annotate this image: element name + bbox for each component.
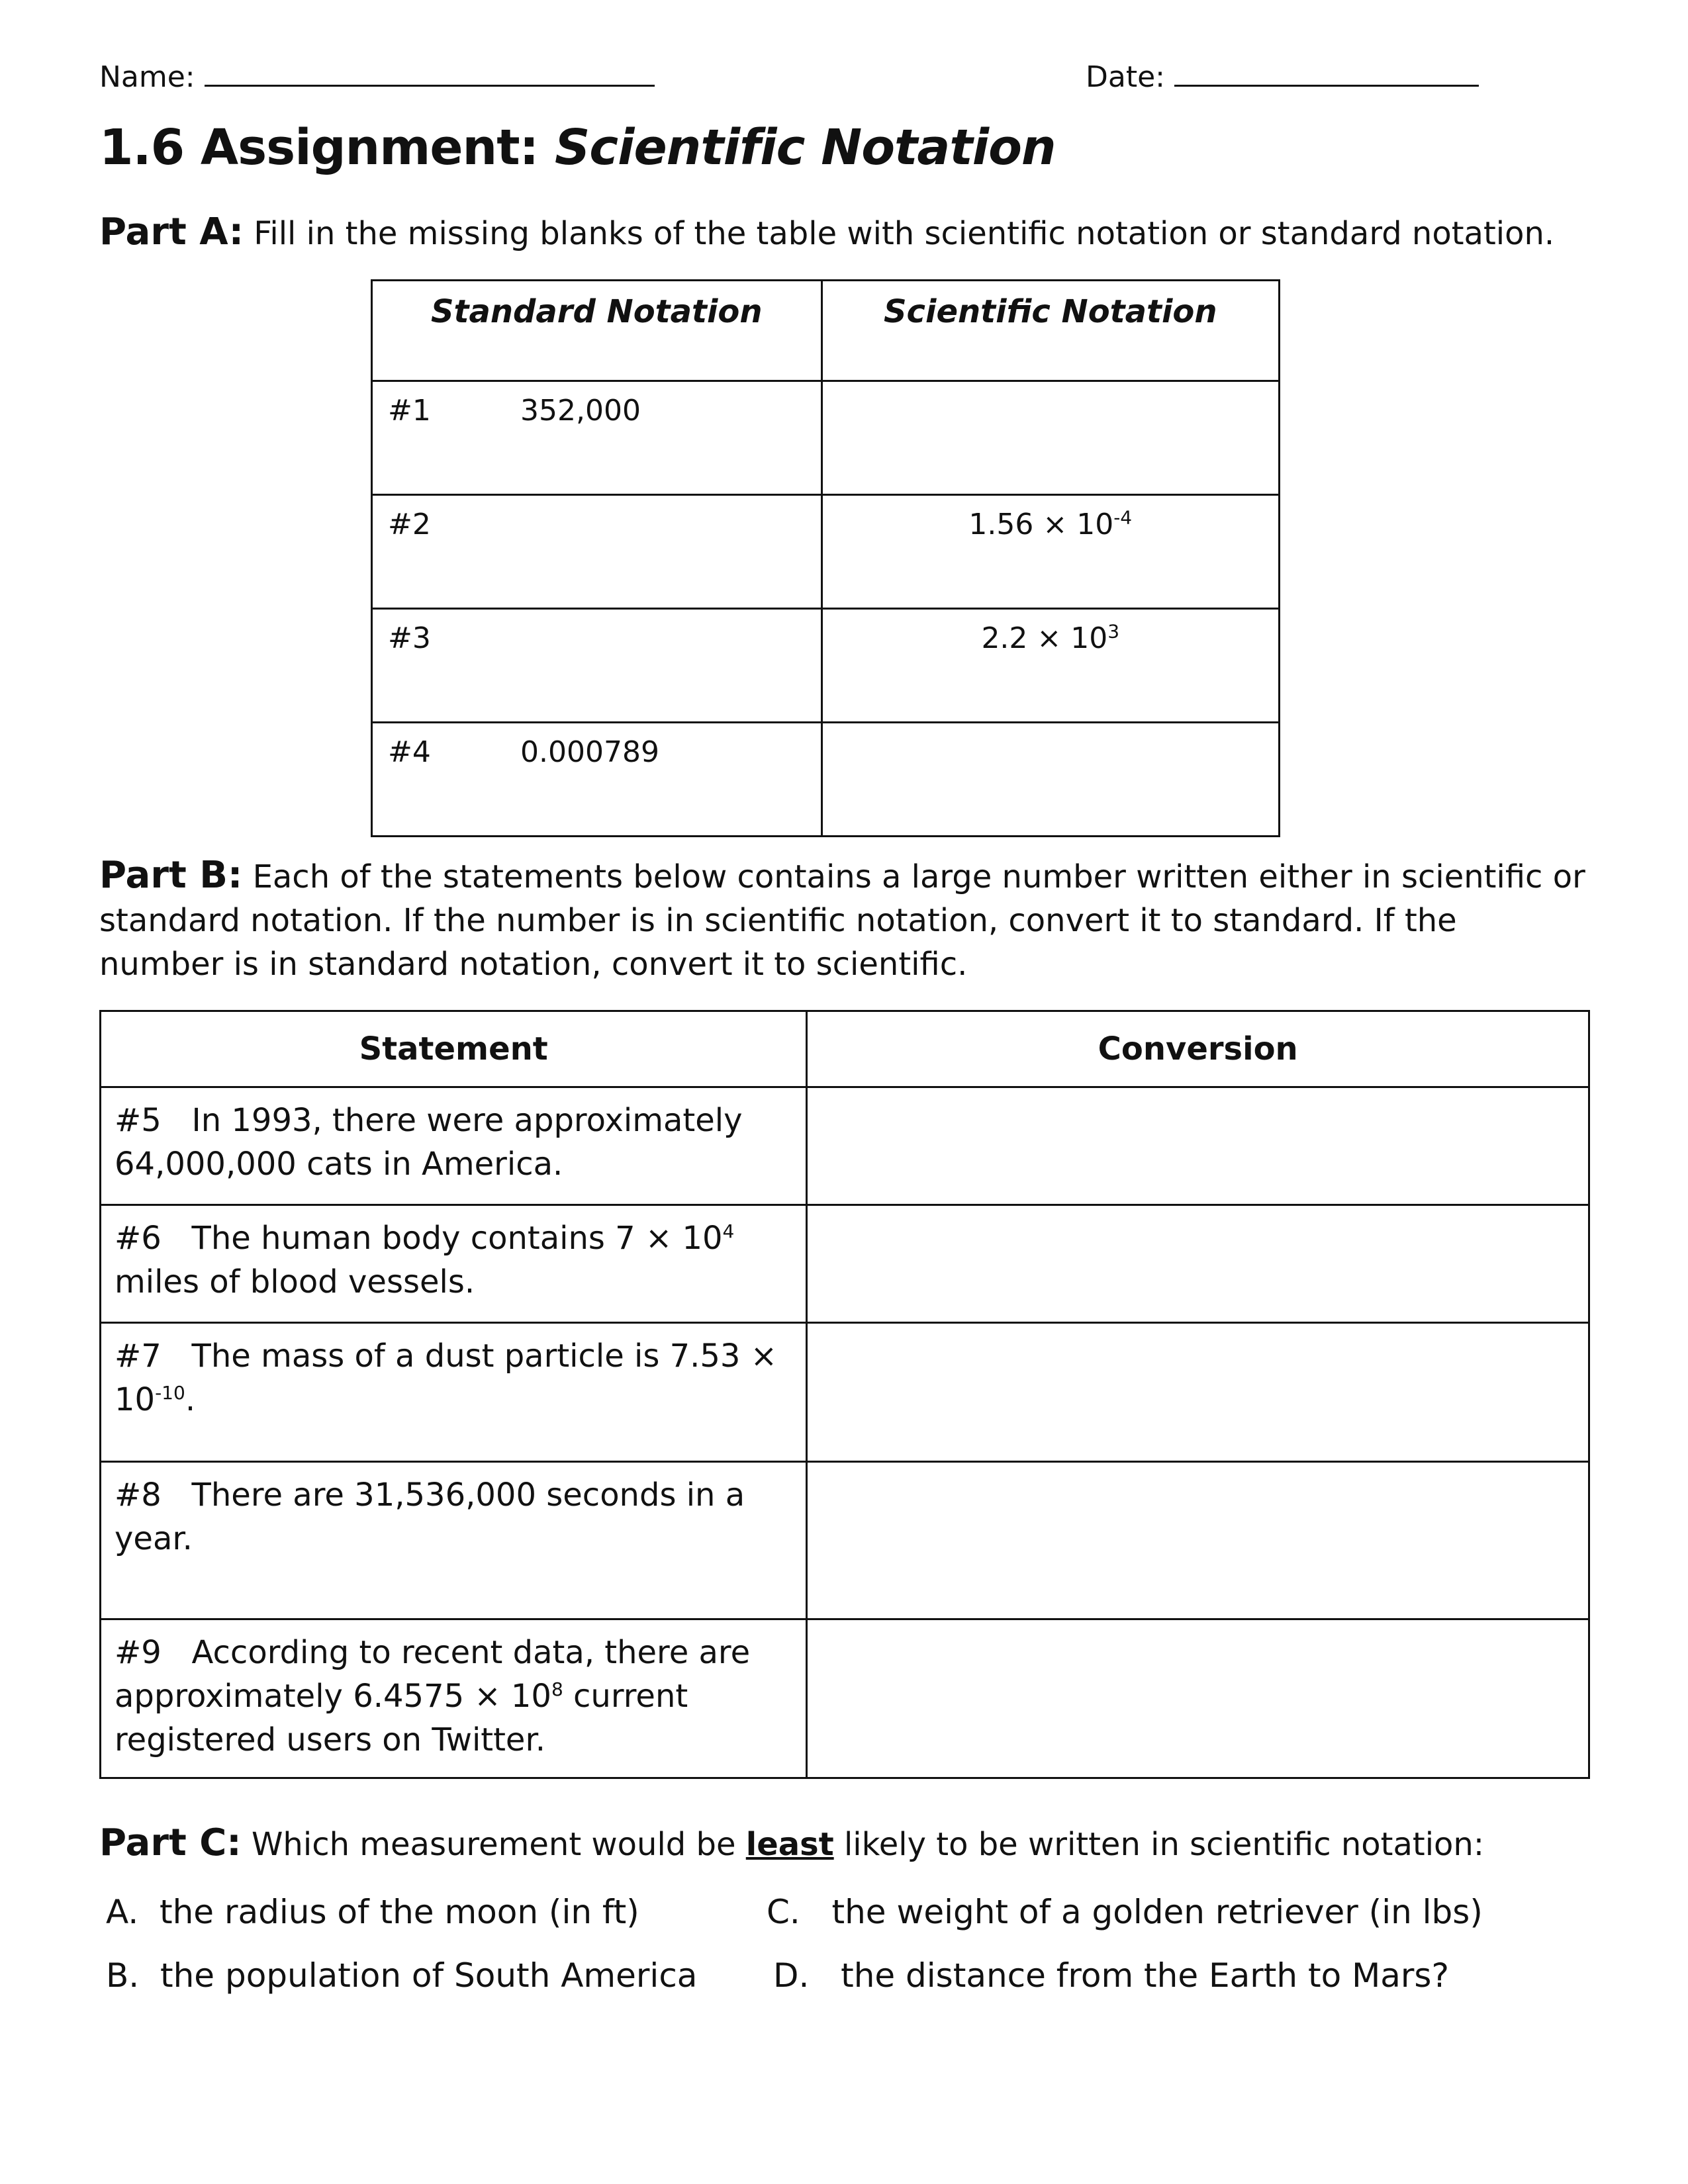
conversion-cell-8[interactable] xyxy=(807,1462,1589,1619)
header-statement: Statement xyxy=(101,1011,807,1087)
choice-a[interactable]: A. the radius of the moon (in ft) xyxy=(106,1893,639,1931)
header-scientific: Scientific Notation xyxy=(821,281,1279,381)
scientific-cell-3[interactable]: $2.2 \times 10^3$ xyxy=(821,609,1279,723)
table-row xyxy=(101,1087,1589,1205)
choice-b[interactable]: B. the population of South America xyxy=(106,1956,698,1995)
header-standard: Standard Notation xyxy=(372,281,822,381)
table-row xyxy=(101,1462,1589,1619)
name-blank[interactable] xyxy=(205,58,655,87)
date-blank[interactable] xyxy=(1174,58,1479,87)
choice-d[interactable]: D. the distance from the Earth to Mars? xyxy=(773,1956,1449,1995)
conversion-cell-5[interactable] xyxy=(807,1087,1589,1205)
part-c-label: Part C: xyxy=(99,1821,242,1864)
conversion-cell-6[interactable] xyxy=(807,1205,1589,1323)
statement-cell-6: #6 The human body contains $7 \times 10^4$ miles of blood vessels. xyxy=(101,1205,807,1323)
statement-cell-9: #9 According to recent data, there are approximately $6.4575 \times 10^8$ current registered users on Twitter. xyxy=(101,1619,807,1778)
table-header-row xyxy=(372,281,1280,381)
part-c-question: Part C: Which measurement would be least likely to be written in scientific notation: xyxy=(99,1821,1485,1864)
scientific-cell-2[interactable]: $1.56 \times 10^{-4}$ xyxy=(821,495,1279,609)
statement-cell-8: #8 There are 31,536,000 seconds in a year. xyxy=(101,1462,807,1619)
part-b-label: Part B: xyxy=(99,854,243,897)
scientific-cell-1[interactable] xyxy=(821,381,1279,495)
date-field[interactable] xyxy=(1086,58,1479,94)
choice-c[interactable]: C. the weight of a golden retriever (in lbs) xyxy=(767,1893,1483,1931)
standard-cell-2[interactable]: #2 xyxy=(372,495,822,609)
table-row xyxy=(101,1205,1589,1323)
table-row xyxy=(372,723,1280,837)
table-row xyxy=(101,1619,1589,1778)
name-field[interactable] xyxy=(99,58,655,94)
table-row xyxy=(372,495,1280,609)
standard-cell-1[interactable]: #1 352,000 xyxy=(372,381,822,495)
table-row xyxy=(372,609,1280,723)
scientific-cell-4[interactable] xyxy=(821,723,1279,837)
conversion-cell-9[interactable] xyxy=(807,1619,1589,1778)
standard-cell-3[interactable]: #3 xyxy=(372,609,822,723)
part-a-label: Part A: xyxy=(99,210,244,253)
table-row xyxy=(101,1323,1589,1462)
table-row xyxy=(372,381,1280,495)
statement-cell-5: #5 In 1993, there were approximately 64,000,000 cats in America. xyxy=(101,1087,807,1205)
table-header-row xyxy=(101,1011,1589,1087)
conversion-cell-7[interactable] xyxy=(807,1323,1589,1462)
page-title: 1.6 Assignment: Scientific Notation xyxy=(99,119,1056,176)
part-a-instructions: Part A: Fill in the missing blanks of the table with scientific notation or standard notation. xyxy=(99,210,1555,253)
standard-cell-4[interactable]: #4 0.000789 xyxy=(372,723,822,837)
least-emphasis: least xyxy=(745,1826,834,1863)
name-label: Name: xyxy=(99,60,195,94)
date-label: Date: xyxy=(1086,60,1165,94)
statement-cell-7: #7 The mass of a dust particle is $7.53 \times 10^{-10}$. xyxy=(101,1323,807,1462)
header-conversion: Conversion xyxy=(807,1011,1589,1087)
part-b-table xyxy=(99,1010,1590,1779)
part-a-table xyxy=(371,279,1280,837)
part-b-instructions: Part B: Each of the statements below contains a large number written either in scientific or standard notation. If the number is in scientific notation, convert it to standard. If the number is in standard notation, convert it to scientific. xyxy=(99,854,1585,983)
